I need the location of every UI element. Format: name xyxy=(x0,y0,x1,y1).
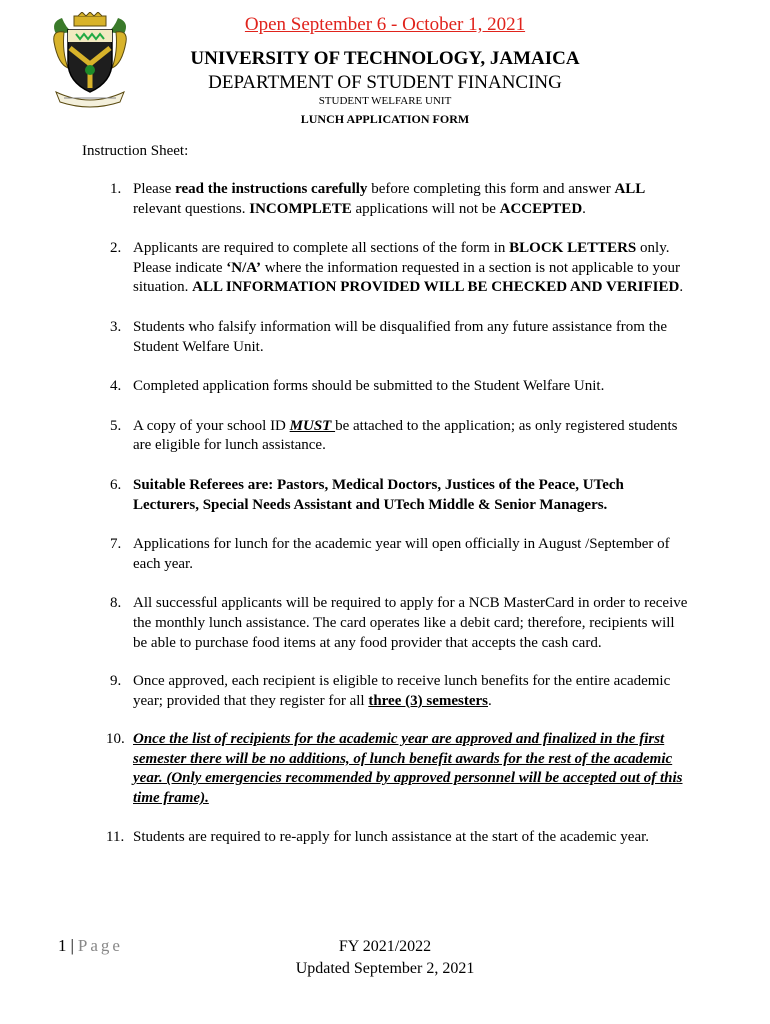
item-text: MUST xyxy=(289,417,336,434)
department-name: DEPARTMENT OF STUDENT FINANCING xyxy=(208,72,562,93)
item-text: Completed application forms should be submitted to the Student Welfare Unit. xyxy=(133,378,605,395)
item-text: . xyxy=(488,692,492,709)
instruction-item xyxy=(0,594,690,653)
item-text: ALL xyxy=(614,181,646,197)
unit-name: STUDENT WELFARE UNIT xyxy=(318,95,452,107)
item-text: be attached to the application; as only registered students are eligible for lunch assistance. xyxy=(133,417,678,454)
updated-date: Updated September 2, 2021 xyxy=(295,960,475,977)
item-text: Once the list of recipients for the academic year are approved and finalized in the first semester there will be no additions, of lunch benefit awards for the rest of the academic year. (Only emergencies recommended by approved personnel will be accepted out of this time frame). xyxy=(133,731,683,807)
item-number: 10. xyxy=(106,731,125,748)
item-number: 8. xyxy=(110,595,122,612)
instruction-item xyxy=(0,180,690,219)
item-text: . xyxy=(679,279,684,296)
item-text: Suitable Referees are: Pastors, Medical Doctors, Justices of the Peace, UTech Lecturers, Special Needs Assistant and UTech Middle & Senior Managers. xyxy=(133,476,624,513)
instruction-item xyxy=(0,318,690,357)
item-text: relevant questions. xyxy=(133,200,250,217)
item-text: three (3) semesters xyxy=(368,692,488,709)
instruction-list xyxy=(0,180,690,847)
item-text: Students are required to re-apply for lunch assistance at the start of the academic year. xyxy=(133,828,650,845)
item-text: A copy of your school ID xyxy=(133,417,290,434)
university-name: UNIVERSITY OF TECHNOLOGY, JAMAICA xyxy=(190,48,580,69)
item-number: 11. xyxy=(106,828,125,845)
item-text: . xyxy=(582,200,586,217)
item-number: 5. xyxy=(110,417,122,434)
item-text: All successful applicants will be required to apply for a NCB MasterCard in order to receive the monthly lunch assistance. The card operates like a debit card; therefore, recipients will be able to purchase food items at any food provider that accepts the cash card. xyxy=(133,595,688,651)
item-number: 4. xyxy=(110,378,122,395)
item-text: INCOMPLETE xyxy=(249,200,352,217)
item-text: ALL INFORMATION PROVIDED WILL BE CHECKED AND VERIFIED xyxy=(192,279,680,296)
item-text: Please xyxy=(133,181,176,197)
instruction-item xyxy=(0,417,690,456)
application-period-banner: Open September 6 - October 1, 2021 xyxy=(244,14,526,35)
instruction-item xyxy=(0,476,690,515)
item-text: Applicants are required to complete all sections of the form in xyxy=(133,240,510,257)
form-title: LUNCH APPLICATION FORM xyxy=(300,112,470,126)
instruction-heading: Instruction Sheet: xyxy=(82,143,189,159)
item-text: applications will not be xyxy=(351,200,500,217)
item-text: where the information requested in a section is not applicable to your situation. xyxy=(133,259,681,296)
item-text: only. Please indicate xyxy=(133,240,670,276)
instruction-item xyxy=(0,239,690,298)
fiscal-year: FY 2021/2022 xyxy=(338,938,432,955)
item-text: read the instructions carefully xyxy=(175,181,368,197)
item-text: Students who falsify information will be disqualified from any future assistance from the Student Welfare Unit. xyxy=(133,318,668,355)
item-text: Once approved, each recipient is eligible to receive lunch benefits for the entire academic year; provided that they register for all xyxy=(133,673,671,709)
item-number: 1. xyxy=(110,181,122,197)
item-number: 9. xyxy=(110,673,122,690)
item-text: ‘N/A’ xyxy=(226,259,262,276)
page-number: 1 xyxy=(58,936,67,955)
item-number: 7. xyxy=(110,536,122,553)
instruction-item xyxy=(0,828,690,848)
item-text: before completing this form and answer xyxy=(367,181,615,197)
item-text: BLOCK LETTERS xyxy=(509,240,637,257)
page-word: Page xyxy=(77,936,123,955)
instruction-item xyxy=(0,672,690,711)
item-number: 3. xyxy=(110,318,122,335)
instruction-item xyxy=(0,377,690,397)
instruction-item xyxy=(0,535,690,574)
instruction-item xyxy=(0,730,690,808)
page-footer-number: 1 | Page xyxy=(58,936,123,955)
item-number: 2. xyxy=(110,240,122,257)
item-text: Applications for lunch for the academic year will open officially in August /September of each year. xyxy=(133,536,670,572)
item-number: 6. xyxy=(110,476,122,493)
item-text: ACCEPTED xyxy=(499,200,583,217)
